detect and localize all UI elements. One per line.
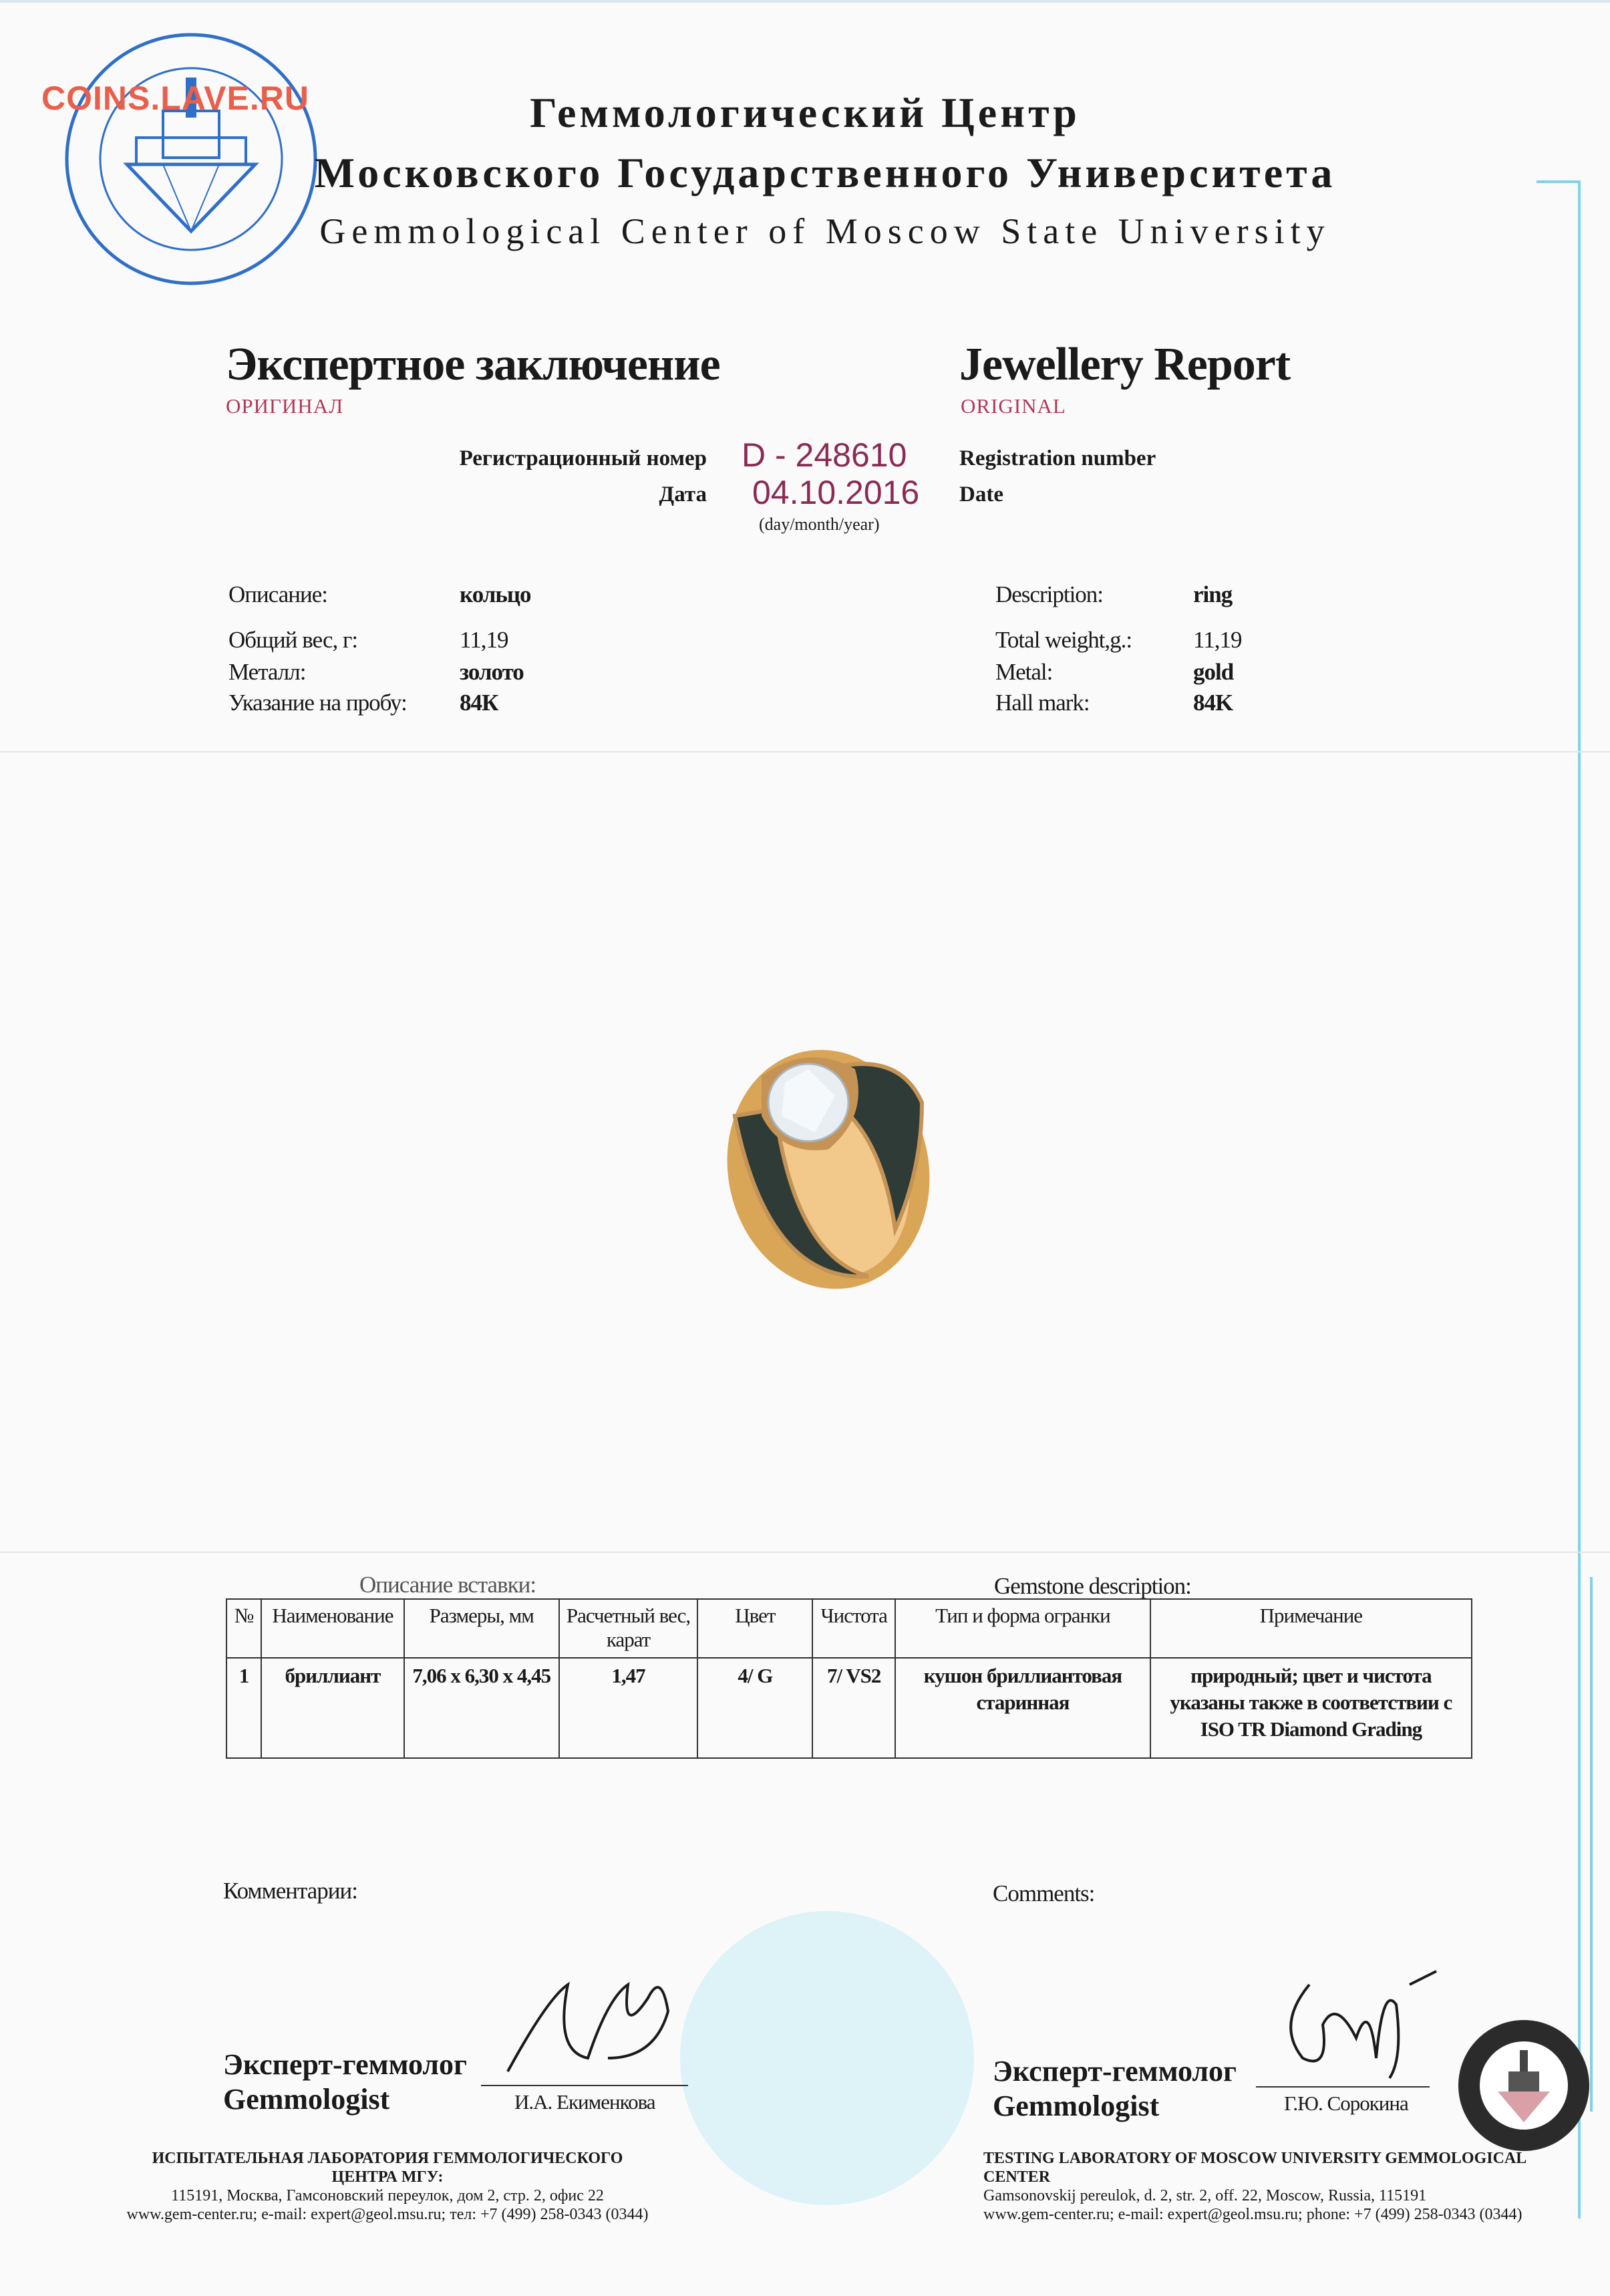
col-header: Тип и форма огранки — [895, 1599, 1150, 1658]
frame-right-line — [1578, 180, 1581, 2218]
col-header: Цвет — [697, 1599, 812, 1658]
cell-note: природный; цвет и чистота указаны также в соответствии с ISO TR Diamond Grading — [1150, 1658, 1472, 1758]
cell-name: бриллиант — [261, 1658, 404, 1758]
date-format: (day/month/year) — [759, 515, 880, 534]
gemstone-table — [226, 1598, 1472, 1759]
hallmark-label-en: Hall mark: — [995, 690, 1090, 716]
right-signature — [1269, 1958, 1470, 2092]
metal-label: Металл: — [228, 659, 306, 685]
right-role-en: Gemmologist — [993, 2090, 1160, 2122]
right-signature-block — [993, 2054, 1237, 2124]
footer-en-title: TESTING LABORATORY OF MOSCOW UNIVERSITY GEMMOLOGICAL CENTER — [983, 2150, 1526, 2186]
cell-number: 1 — [226, 1658, 261, 1758]
left-signature-line — [481, 2085, 688, 2086]
footer-ru-title: ИСПЫТАТЕЛЬНАЯ ЛАБОРАТОРИЯ ГЕММОЛОГИЧЕСКОГО ЦЕНТРА МГУ: — [152, 2150, 623, 2186]
gem-center-stamp — [1455, 2017, 1593, 2154]
footer-en-address: Gamsonovskij pereulok, d. 2, str. 2, off. 22, Moscow, Russia, 115191 — [983, 2187, 1427, 2204]
footer-ru — [120, 2149, 655, 2224]
reg-label-ru: Регистрационный номер — [459, 446, 707, 470]
date-value: 04.10.2016 — [752, 474, 920, 511]
table-row — [226, 1658, 1472, 1758]
cell-cut: кушон бриллиантовая старинная — [895, 1658, 1150, 1758]
metal-label-en: Metal: — [995, 659, 1053, 685]
gem-title-ru: Описание вставки: — [359, 1572, 536, 1598]
title-en: Jewellery Report — [959, 339, 1291, 390]
weight-value: 11,19 — [460, 627, 508, 653]
original-en: ORIGINAL — [961, 394, 1066, 418]
desc-label-en: Description: — [995, 581, 1104, 607]
cell-clarity: 7/ VS2 — [812, 1658, 895, 1758]
desc-value: кольцо — [460, 581, 531, 607]
footer-ru-contacts: www.gem-center.ru; e-mail: expert@geol.msu.ru; тел: +7 (499) 258-0343 (0344) — [126, 2206, 649, 2223]
right-name: Г.Ю. Сорокина — [1284, 2092, 1408, 2115]
header-line-1: Геммологический Центр — [530, 89, 1080, 136]
col-header: Примечание — [1150, 1599, 1472, 1658]
left-role-en: Gemmologist — [223, 2083, 390, 2116]
reg-number: D - 248610 — [742, 436, 907, 474]
weight-label: Общий вес, г: — [228, 627, 358, 653]
fold-line-lower — [0, 1552, 1610, 1553]
col-header: Размеры, мм — [404, 1599, 559, 1658]
col-header: Наименование — [261, 1599, 404, 1658]
date-label-en: Date — [959, 482, 1003, 507]
left-role-ru: Эксперт-геммолог — [223, 2048, 468, 2081]
fold-line-upper — [0, 751, 1610, 752]
metal-value-en: gold — [1193, 659, 1234, 685]
left-signature — [494, 1958, 695, 2092]
left-signature-block — [223, 2047, 467, 2117]
desc-value-en: ring — [1193, 581, 1233, 607]
date-label-ru: Дата — [659, 482, 707, 507]
cell-weight: 1,47 — [559, 1658, 698, 1758]
header-line-2: Московского Государственного Университета — [314, 149, 1336, 196]
reg-label-en: Registration number — [959, 446, 1156, 470]
weight-value-en: 11,19 — [1193, 627, 1242, 653]
col-header: Расчетный вес, карат — [559, 1599, 698, 1658]
hallmark-label: Указание на пробу: — [228, 690, 407, 716]
title-ru: Экспертное заключение — [226, 339, 720, 390]
weight-label-en: Total weight,g.: — [995, 627, 1132, 653]
comments-en: Comments: — [993, 1880, 1095, 1906]
cell-dimensions: 7,06 х 6,30 х 4,45 — [404, 1658, 559, 1758]
hallmark-value: 84К — [460, 690, 498, 716]
header-line-3: Gemmological Center of Moscow State University — [319, 211, 1331, 251]
top-border — [0, 0, 1610, 3]
footer-en — [983, 2149, 1585, 2224]
footer-en-contacts: www.gem-center.ru; e-mail: expert@geol.msu.ru; phone: +7 (499) 258-0343 (0344) — [983, 2206, 1522, 2223]
col-header: Чистота — [812, 1599, 895, 1658]
table-header-row — [226, 1599, 1472, 1658]
hallmark-value-en: 84K — [1193, 690, 1233, 716]
col-header: № — [226, 1599, 261, 1658]
desc-label: Описание: — [228, 581, 327, 607]
comments-ru: Комментарии: — [223, 1878, 357, 1904]
ring-photo — [695, 1002, 949, 1296]
faint-stamp — [680, 1911, 974, 2205]
right-signature-line — [1256, 2086, 1430, 2088]
gem-title-en: Gemstone description: — [994, 1573, 1191, 1599]
footer-ru-address: 115191, Москва, Гамсоновский переулок, дом 2, стр. 2, офис 22 — [171, 2187, 604, 2204]
right-role-ru: Эксперт-геммолог — [993, 2055, 1237, 2088]
cell-color: 4/ G — [697, 1658, 812, 1758]
original-ru: ОРИГИНАЛ — [226, 394, 344, 418]
watermark: COINS.LAVE.RU — [41, 80, 309, 117]
metal-value: золото — [460, 659, 524, 685]
left-name: И.А. Екименкова — [514, 2090, 655, 2114]
